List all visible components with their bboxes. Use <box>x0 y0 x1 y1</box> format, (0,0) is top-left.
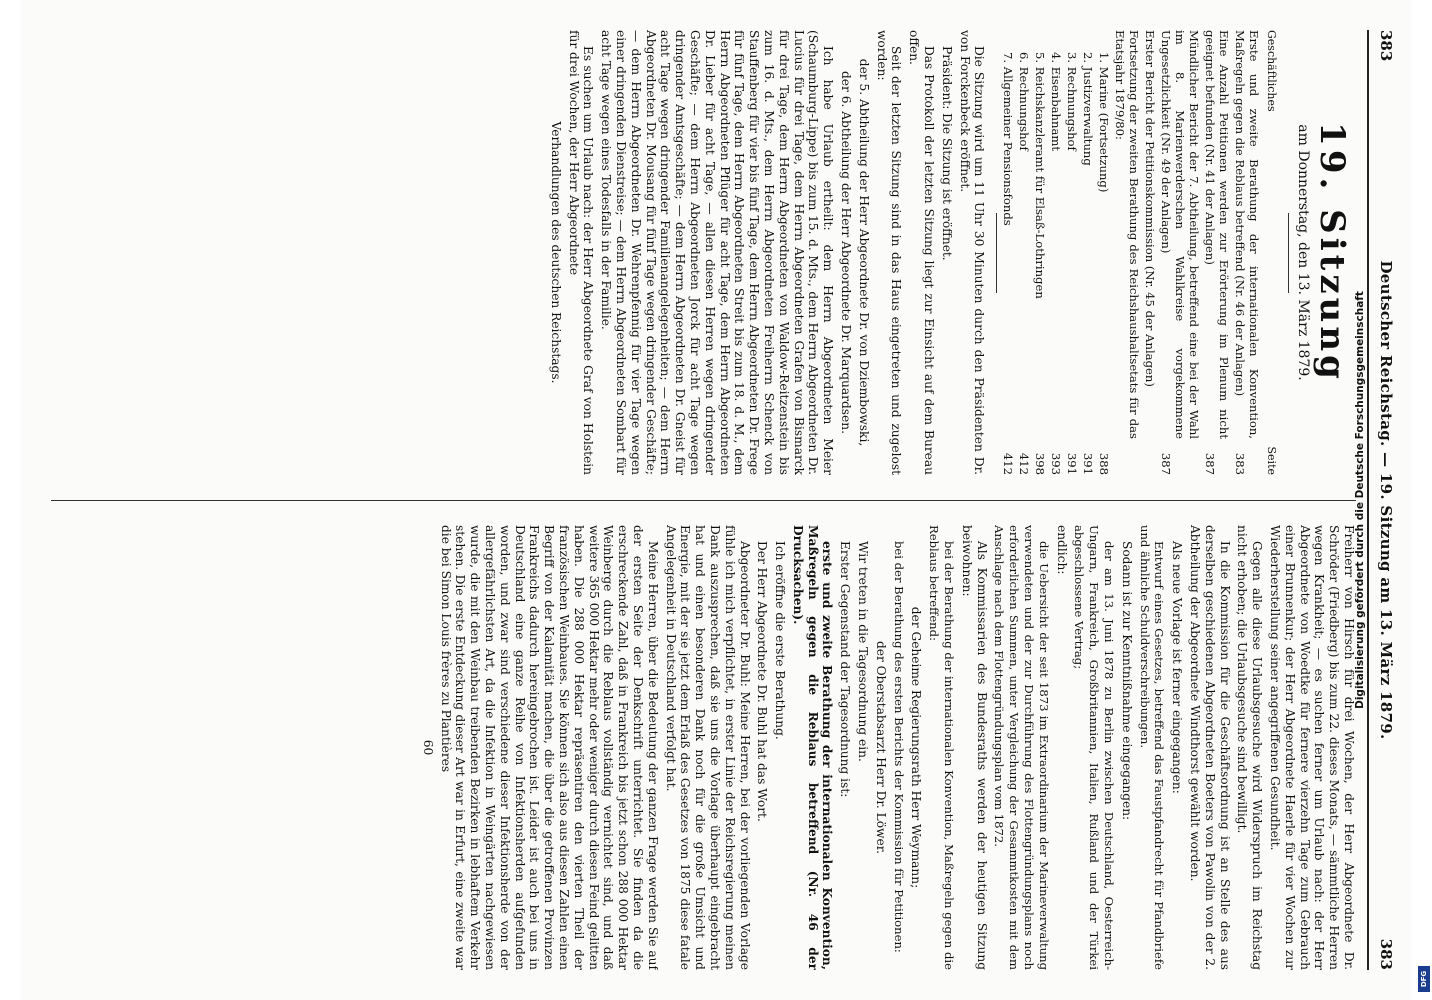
toc-subitem: 3. Rechnungshof 391 <box>1065 52 1080 475</box>
body-paragraph: Ich eröffne die erste Berathung. <box>773 541 788 740</box>
toc-subitem: 1. Marine (Fortsetzung) 388 <box>1097 52 1112 475</box>
rotated-document-page <box>21 0 1411 1000</box>
column-divider <box>51 500 1356 501</box>
body-paragraph: Wir treten in die Tagesordnung ein. <box>856 541 871 762</box>
toc-item: Fortsetzung der zweiten Berathung des Reichshaushaltsetats für das Etatsjahr 1879/80: <box>1113 30 1142 439</box>
body-paragraph: bei der Berathung der internationalen Konvention, Maßregeln gegen die Reblaus betreffend: <box>927 525 957 970</box>
body-paragraph: der am 13. Juni 1878 zu Berlin zwischen Deutschland, Oesterreich-Ungarn, Frankreich, Großbritannien, Italien, Rußland und der Türkei abgeschlossene Vertrag; <box>1072 525 1117 970</box>
body-paragraph: der Oberstabsarzt Herr Dr. Löwer. <box>873 640 888 855</box>
body-paragraph: Entwurf eines Gesetzes, betreffend das Faustpfandrecht für Pfandbriefe und ähnliche Schuldverschreibungen. <box>1137 525 1167 970</box>
toc-item: Erster Bericht der Petitionskommission (Nr. 45 der Anlagen) <box>1143 30 1158 387</box>
body-paragraph: bei der Berathung des ersten Berichts der Kommission für Petitionen: <box>891 541 906 953</box>
body-paragraph: Es suchen um Urlaub nach: der Herr Abgeordnete Graf von Holstein für drei Wochen, der Herr Abgeordnete <box>566 30 596 475</box>
body-paragraph: die Uebersicht der seit 1873 im Extraordinarium der Marineverwaltung verwendeten und der zur Durchführung des Flottengründungsplans noch erforderlichen Summen, unter Vergleichung der Gesammtkosten mit dem Anschlage nach dem Flottengründungsplan vom 1872. <box>992 525 1051 970</box>
body-paragraph: endlich: <box>1054 525 1069 575</box>
body-paragraph: Die Sitzung wird um 11 Uhr 30 Minuten durch den Präsidenten Dr. von Forckenbeck eröffnet. <box>957 30 987 475</box>
toc-item: Mündlicher Bericht der 7. Abtheilung, betreffend eine bei der Wahl im 8. Marienwerderschen Wahlkreise vorgekommene Ungesetzlichkeit (Nr. 49 der Anlagen) 387 <box>1159 30 1202 475</box>
toc-header <box>1263 30 1278 475</box>
column-footer: 60 <box>420 739 435 756</box>
toc-subitem: 2. Justizverwaltung 391 <box>1081 52 1096 475</box>
toc-label: Geschäftliches <box>1265 30 1279 112</box>
running-title: Deutscher Reichstag. — 19. Sitzung am 13. März 1879. <box>1377 260 1395 740</box>
section-rule <box>996 213 997 293</box>
body-paragraph: Abgeordneter Dr. Buhl: Meine Herren, bei der vorliegenden Vorlage fühle ich mich verpflichtet, in erster Linie der Reichsregierung meinen Dank auszusprechen, daß sie uns die Vorlage überhaupt eingebracht hat und einen besonderen Dank noch für die große Umsicht und Energie, mit der sie jetzt dem Erlaß des Gesetzes von 1875 diese fatale Angelegenheit in Deutschland verfolgt hat. <box>663 525 752 970</box>
toc-item: Erste und zweite Berathung der internationalen Konvention, Maßregeln gegen die Reblaus betreffend (Nr. 46 der Anlagen) 383 <box>1233 30 1262 475</box>
body-paragraph: In die Kommission für die Geschäftsordnung ist an Stelle des aus derselben geschiedenen Abgeordneten Boeters von Pawolin von der 2. Abtheilung der Abgeordnete Windthorst gewählt worden. <box>1188 525 1232 970</box>
body-paragraph: Das Protokoll der letzten Sitzung liegt zur Einsicht auf dem Bureau offen. <box>907 30 937 475</box>
body-paragraph: der 6. Abtheilung der Herr Abgeordnete Dr. Marquardsen. <box>839 71 854 434</box>
body-paragraph: der 5. Abtheilung der Herr Abgeordnete Dr. von Dziembowski, <box>856 58 871 447</box>
body-paragraph: Präsident: Die Sitzung ist eröffnet. <box>939 46 954 261</box>
page-number-right: 383 <box>1377 938 1395 970</box>
body-paragraph: Ich habe Urlaub ertheilt: dem Herrn Abgeordneten Meier (Schaumburg-Lippe) bis zum 15. d. Mts., dem Herrn Abgeordneten Dr. Lucius für drei Tage, dem Herrn Abgeordneten Grafen von Bismarck für drei Tage, dem Herrn Abgeordneten von Waldow-Reitzenstein bis zum 16. d. Mts., dem Herrn Abgeordneten Freiherrn Schenck von Stauffenberg für vier bis fünf Tage, dem Herrn Abgeordneten Dr. Frege für fünf Tage, dem Herrn Abgeordneten Streit bis zum 18. d. M., dem Herrn Abgeordneten Pflüger für acht Tage, dem Herrn Abgeordneten Dr. Lieber für acht Tage, — allen diesen Herren wegen dringender Geschäfte; — dem Herrn Abgeordneten Jorck für acht Tage wegen dringender Amtsgeschäfte; — dem Herrn Abgeordneten Dr. Gneist für acht Tage wegen dringender Familienangelegenheiten; — dem Herrn Abgeordneten Dr. Mousang für fünf Tage wegen dringender Geschäfte; — dem Herrn Abgeordneten Dr. Wehrenpfennig für vier Tage wegen einer dringenden Dienstreise; — dem Herrn Abgeordneten Sombart für acht Tage wegen eines Todesfalls in der Familie. <box>599 30 836 475</box>
body-paragraph: Gegen alle diese Urlaubsgesuche wird Widerspruch im Reichstag nicht erhoben; die Urlaubsgesuche sind bewilligt. <box>1235 525 1265 970</box>
body-paragraph: Freiherr von Hirsch für drei Wochen, der Herr Abgeordnete Dr. Schröder (Friedberg) bis zum 22. dieses Monats, — sämmtliche Herren wegen Krankheit; — es suchen ferner um Urlaub nach: der Herr Abgeordnete von Woedtke für fernere vierzehn Tage zum Gebrauch einer Brunnenkur; der Herr Abgeordnete Haerle für vier Wochen zur Wiederherstellung seiner angegriffenen Gesundheit. <box>1268 525 1356 970</box>
toc-subitem: 7. Allgemeiner Pensionsfonds 412 <box>1001 52 1016 475</box>
right-column <box>51 525 1356 970</box>
left-column <box>51 30 1356 475</box>
digitization-caption: Digitalisierung gefördert durch die Deutsche Forschungsgemeinschaft <box>1354 291 1366 709</box>
table-of-contents <box>1001 30 1261 475</box>
toc-subitem: 6. Rechnungshof 412 <box>1017 52 1032 475</box>
toc-page-label: Seite <box>1265 446 1279 475</box>
body-paragraph: Erster Gegenstand der Tagesordnung ist: <box>838 541 853 798</box>
body-paragraph: Als Kommissarien des Bundesraths werden der heutigen Sitzung beiwohnen: <box>959 525 989 970</box>
body-paragraph: Meine Herren, über die Bedeutung der ganzen Frage werden Sie auf der ersten Seite der Denkschrift unterrichtet. Sie finden da die erschreckende Zahl, daß in Frankreich bis jetzt schon 288 000 Hektar Weinberge durch die Reblaus vollständig vernichtet sind, und daß weitere 365 000 Hektar mehr oder weniger durch diesen Feind gelitten haben. Die 288 000 Hektar repräsentiren den vierten Theil der französischen Weinbaues. Sie können sich also aus diesen Zahlen einen Begriff von der Kalamität machen, die über die getroffenen Provinzen Frankreichs dadurch hereingebrochen ist. Leider ist auch bei uns in Deutschland eine ganze Reihe von Infektionsherden aufgefunden worden, und zwar sind verschiedene dieser Infektionsherde von der allergefährlichsten Art, da die Infektion in Weingärten nachgewiesen wurde, die mit den Weinbau treibenden Bezirken in lebhaftem Verkehr stehen. Die erste Entdeckung dieser Art war in Erfurt, eine zweite war die bei Simon Louis frères zu Plantières <box>438 525 660 970</box>
session-date: am Donnerstag, den 13. März 1879. <box>1295 124 1311 381</box>
body-paragraph: Seit der letzten Sitzung sind in das Haus eingetreten und zugelost worden: <box>874 30 904 475</box>
body-paragraph: Sodann ist zur Kenntnißnahme eingegangen: <box>1119 541 1134 821</box>
toc-item: Eine Anzahl Petitionen werden zur Erörterung im Plenum nicht geeignet befunden (Nr. 41 der Anlagen) 387 <box>1203 30 1232 475</box>
side-caption-strip <box>1290 0 1430 1000</box>
body-paragraph: Als neue Vorlage ist ferner eingegangen: <box>1170 541 1185 794</box>
body-paragraph: Der Herr Abgeordnete Dr. Buhl hat das Wort. <box>755 541 770 822</box>
body-paragraph: der Geheime Regierungsrath Herr Weymann; <box>909 606 924 889</box>
dfg-logo: DFG <box>1418 966 1430 992</box>
session-title: 19. Sitzung <box>1312 122 1352 383</box>
toc-subitem: 4. Eisenbahnamt 393 <box>1049 52 1064 475</box>
page-number-left: 383 <box>1377 30 1395 62</box>
agenda-item: erste und zweite Berathung der internationalen Konvention, Maßregeln gegen die Reblaus betreffend (Nr. 46 der Drucksachen). <box>790 525 835 970</box>
column-footer: Verhandlungen des deutschen Reichstags. <box>548 121 563 384</box>
toc-subitem: 5. Reichskanzleramt für Elsaß-Lothringen 398 <box>1033 52 1048 475</box>
